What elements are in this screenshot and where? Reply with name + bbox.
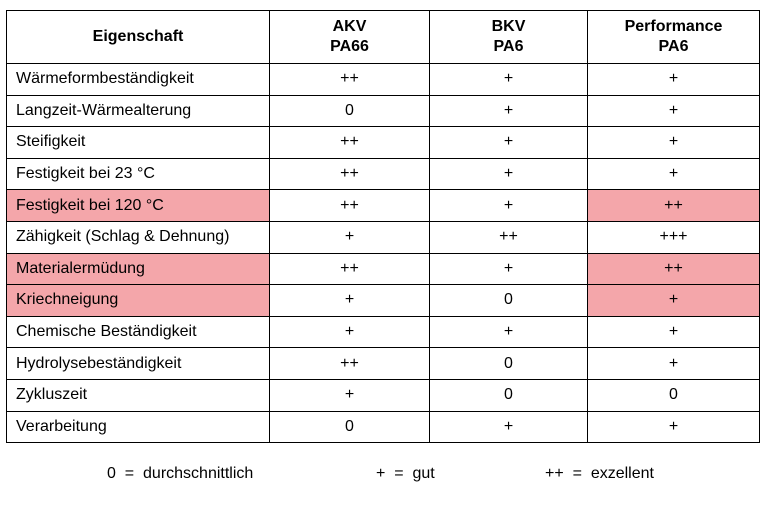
table-row bbox=[7, 127, 760, 159]
akv-pa66-value-cell: ++ bbox=[270, 158, 430, 190]
akv-pa66-value-cell: ++ bbox=[270, 64, 430, 96]
property-name-cell: Verarbeitung bbox=[7, 411, 270, 443]
property-name-cell: Hydrolysebeständigkeit bbox=[7, 348, 270, 380]
property-name-cell: Materialermüdung bbox=[7, 253, 270, 285]
bkv-pa6-value-cell: + bbox=[430, 64, 588, 96]
property-name-cell: Zykluszeit bbox=[7, 379, 270, 411]
property-name-cell: Chemische Beständigkeit bbox=[7, 316, 270, 348]
performance-pa6-value-cell: +++ bbox=[588, 221, 760, 253]
property-name-cell: Kriechneigung bbox=[7, 285, 270, 317]
akv-pa66-value-cell: ++ bbox=[270, 253, 430, 285]
akv-pa66-value-cell: + bbox=[270, 316, 430, 348]
bkv-pa6-value-cell: 0 bbox=[430, 285, 588, 317]
table-row bbox=[7, 348, 760, 380]
property-name-cell: Steifigkeit bbox=[7, 127, 270, 159]
akv-pa66-value-cell: + bbox=[270, 285, 430, 317]
akv-pa66-value-cell: ++ bbox=[270, 190, 430, 222]
performance-pa6-value-cell: + bbox=[588, 127, 760, 159]
property-name-cell: Wärmeformbeständigkeit bbox=[7, 64, 270, 96]
table-row bbox=[7, 316, 760, 348]
performance-pa6-value-cell: + bbox=[588, 348, 760, 380]
performance-pa6-value-cell: ++ bbox=[588, 190, 760, 222]
bkv-pa6-value-cell: + bbox=[430, 411, 588, 443]
legend-item-excellent: ++ = exzellent bbox=[545, 465, 654, 482]
bkv-pa6-value-cell: + bbox=[430, 190, 588, 222]
table-body bbox=[7, 64, 760, 443]
table-row bbox=[7, 95, 760, 127]
performance-pa6-value-cell: + bbox=[588, 158, 760, 190]
bkv-pa6-value-cell: + bbox=[430, 127, 588, 159]
akv-pa66-value-cell: + bbox=[270, 379, 430, 411]
bkv-pa6-value-cell: + bbox=[430, 158, 588, 190]
table-row bbox=[7, 221, 760, 253]
performance-pa6-value-cell: + bbox=[588, 64, 760, 96]
header-eigenschaft: Eigenschaft bbox=[7, 11, 270, 64]
bkv-pa6-value-cell: 0 bbox=[430, 379, 588, 411]
table-row bbox=[7, 190, 760, 222]
table-row bbox=[7, 64, 760, 96]
bkv-pa6-value-cell: + bbox=[430, 253, 588, 285]
akv-pa66-value-cell: + bbox=[270, 221, 430, 253]
header-akv-pa66: AKV PA66 bbox=[270, 11, 430, 64]
performance-pa6-value-cell: + bbox=[588, 411, 760, 443]
bkv-pa6-value-cell: ++ bbox=[430, 221, 588, 253]
bkv-pa6-value-cell: + bbox=[430, 95, 588, 127]
property-name-cell: Zähigkeit (Schlag & Dehnung) bbox=[7, 221, 270, 253]
bkv-pa6-value-cell: + bbox=[430, 316, 588, 348]
header-row bbox=[7, 11, 760, 64]
legend-item-good: + = gut bbox=[376, 465, 435, 482]
performance-pa6-value-cell: + bbox=[588, 316, 760, 348]
table-row bbox=[7, 158, 760, 190]
property-name-cell: Festigkeit bei 120 °C bbox=[7, 190, 270, 222]
bkv-pa6-value-cell: 0 bbox=[430, 348, 588, 380]
property-name-cell: Festigkeit bei 23 °C bbox=[7, 158, 270, 190]
performance-pa6-value-cell: 0 bbox=[588, 379, 760, 411]
performance-pa6-value-cell: + bbox=[588, 95, 760, 127]
legend-item-average: 0 = durchschnittlich bbox=[107, 465, 254, 482]
akv-pa66-value-cell: 0 bbox=[270, 95, 430, 127]
header-bkv-pa6: BKV PA6 bbox=[430, 11, 588, 64]
header-performance-pa6: Performance PA6 bbox=[588, 11, 760, 64]
table-row bbox=[7, 253, 760, 285]
akv-pa66-value-cell: ++ bbox=[270, 348, 430, 380]
table-row bbox=[7, 285, 760, 317]
properties-table bbox=[6, 10, 760, 443]
legend bbox=[0, 465, 766, 487]
performance-pa6-value-cell: + bbox=[588, 285, 760, 317]
property-name-cell: Langzeit-Wärmealterung bbox=[7, 95, 270, 127]
performance-pa6-value-cell: ++ bbox=[588, 253, 760, 285]
table-row bbox=[7, 411, 760, 443]
akv-pa66-value-cell: ++ bbox=[270, 127, 430, 159]
table-row bbox=[7, 379, 760, 411]
akv-pa66-value-cell: 0 bbox=[270, 411, 430, 443]
